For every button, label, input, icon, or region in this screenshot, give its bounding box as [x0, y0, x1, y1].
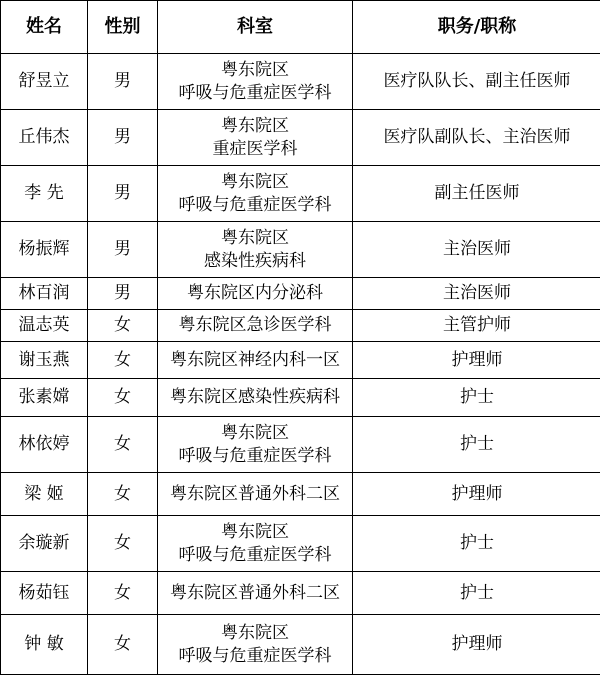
cell-department	[158, 278, 353, 310]
table-row	[1, 110, 600, 166]
cell-title: 医疗队队长、副主任医师	[353, 54, 600, 110]
cell-name: 梁 姬	[1, 473, 88, 516]
department-line-1: 粤东院区普通外科二区	[170, 582, 340, 603]
cell-department	[158, 473, 353, 516]
cell-department	[158, 166, 353, 222]
cell-gender: 女	[88, 516, 158, 572]
cell-title: 主治医师	[353, 222, 600, 278]
cell-department	[158, 310, 353, 342]
cell-name: 舒昱立	[1, 54, 88, 110]
cell-gender: 女	[88, 417, 158, 473]
department-line-1: 粤东院区普通外科二区	[170, 483, 340, 504]
cell-gender: 男	[88, 110, 158, 166]
cell-gender: 女	[88, 310, 158, 342]
cell-department	[158, 516, 353, 572]
department-line-1: 粤东院区	[221, 622, 289, 643]
department-line-2: 呼吸与危重症医学科	[178, 194, 332, 215]
cell-gender: 女	[88, 379, 158, 417]
table-row	[1, 379, 600, 417]
cell-gender: 女	[88, 473, 158, 516]
cell-name: 余璇新	[1, 516, 88, 572]
cell-department	[158, 417, 353, 473]
department-line-2: 呼吸与危重症医学科	[178, 544, 332, 565]
cell-title: 医疗队副队长、主治医师	[353, 110, 600, 166]
cell-title: 护理师	[353, 473, 600, 516]
cell-title: 护理师	[353, 342, 600, 379]
cell-name: 丘伟杰	[1, 110, 88, 166]
department-line-2: 呼吸与危重症医学科	[178, 645, 332, 666]
table-row	[1, 54, 600, 110]
header-department: 科室	[158, 1, 353, 54]
department-line-1: 粤东院区内分泌科	[187, 283, 323, 304]
table-row	[1, 572, 600, 615]
cell-name: 温志英	[1, 310, 88, 342]
table-row	[1, 166, 600, 222]
cell-name: 杨茹钰	[1, 572, 88, 615]
cell-department	[158, 110, 353, 166]
department-line-1: 粤东院区感染性疾病科	[170, 387, 340, 408]
cell-title: 护理师	[353, 615, 600, 675]
cell-gender: 女	[88, 342, 158, 379]
table-row	[1, 222, 600, 278]
department-line-2: 呼吸与危重症医学科	[178, 82, 332, 103]
header-row	[1, 1, 600, 54]
department-line-1: 粤东院区	[221, 171, 289, 192]
header-gender: 性别	[88, 1, 158, 54]
cell-name: 李 先	[1, 166, 88, 222]
cell-title: 主管护师	[353, 310, 600, 342]
cell-title: 护士	[353, 417, 600, 473]
department-line-2: 呼吸与危重症医学科	[178, 445, 332, 466]
cell-name: 林依婷	[1, 417, 88, 473]
cell-name: 张素嫦	[1, 379, 88, 417]
table-row	[1, 473, 600, 516]
department-line-2: 重症医学科	[212, 138, 298, 159]
cell-department	[158, 379, 353, 417]
department-line-1: 粤东院区神经内科一区	[170, 349, 340, 370]
cell-name: 杨振辉	[1, 222, 88, 278]
cell-title: 副主任医师	[353, 166, 600, 222]
cell-gender: 男	[88, 278, 158, 310]
department-line-1: 粤东院区	[221, 115, 289, 136]
department-line-1: 粤东院区	[221, 227, 289, 248]
department-line-1: 粤东院区	[221, 422, 289, 443]
table-row	[1, 278, 600, 310]
department-line-1: 粤东院区	[221, 521, 289, 542]
cell-title: 护士	[353, 572, 600, 615]
cell-department	[158, 342, 353, 379]
cell-department	[158, 572, 353, 615]
cell-title: 护士	[353, 516, 600, 572]
cell-department	[158, 615, 353, 675]
department-line-1: 粤东院区急诊医学科	[178, 315, 332, 336]
header-title: 职务/职称	[353, 1, 600, 54]
cell-gender: 男	[88, 166, 158, 222]
department-line-2: 感染性疾病科	[204, 250, 306, 271]
cell-gender: 女	[88, 615, 158, 675]
cell-gender: 女	[88, 572, 158, 615]
table-row	[1, 310, 600, 342]
table-row	[1, 342, 600, 379]
header-name: 姓名	[1, 1, 88, 54]
cell-gender: 男	[88, 222, 158, 278]
cell-title: 护士	[353, 379, 600, 417]
cell-title: 主治医师	[353, 278, 600, 310]
table-row	[1, 516, 600, 572]
cell-name: 谢玉燕	[1, 342, 88, 379]
cell-department	[158, 54, 353, 110]
cell-name: 钟 敏	[1, 615, 88, 675]
cell-name: 林百润	[1, 278, 88, 310]
cell-department	[158, 222, 353, 278]
table-row	[1, 417, 600, 473]
table-row	[1, 615, 600, 675]
cell-gender: 男	[88, 54, 158, 110]
department-line-1: 粤东院区	[221, 59, 289, 80]
